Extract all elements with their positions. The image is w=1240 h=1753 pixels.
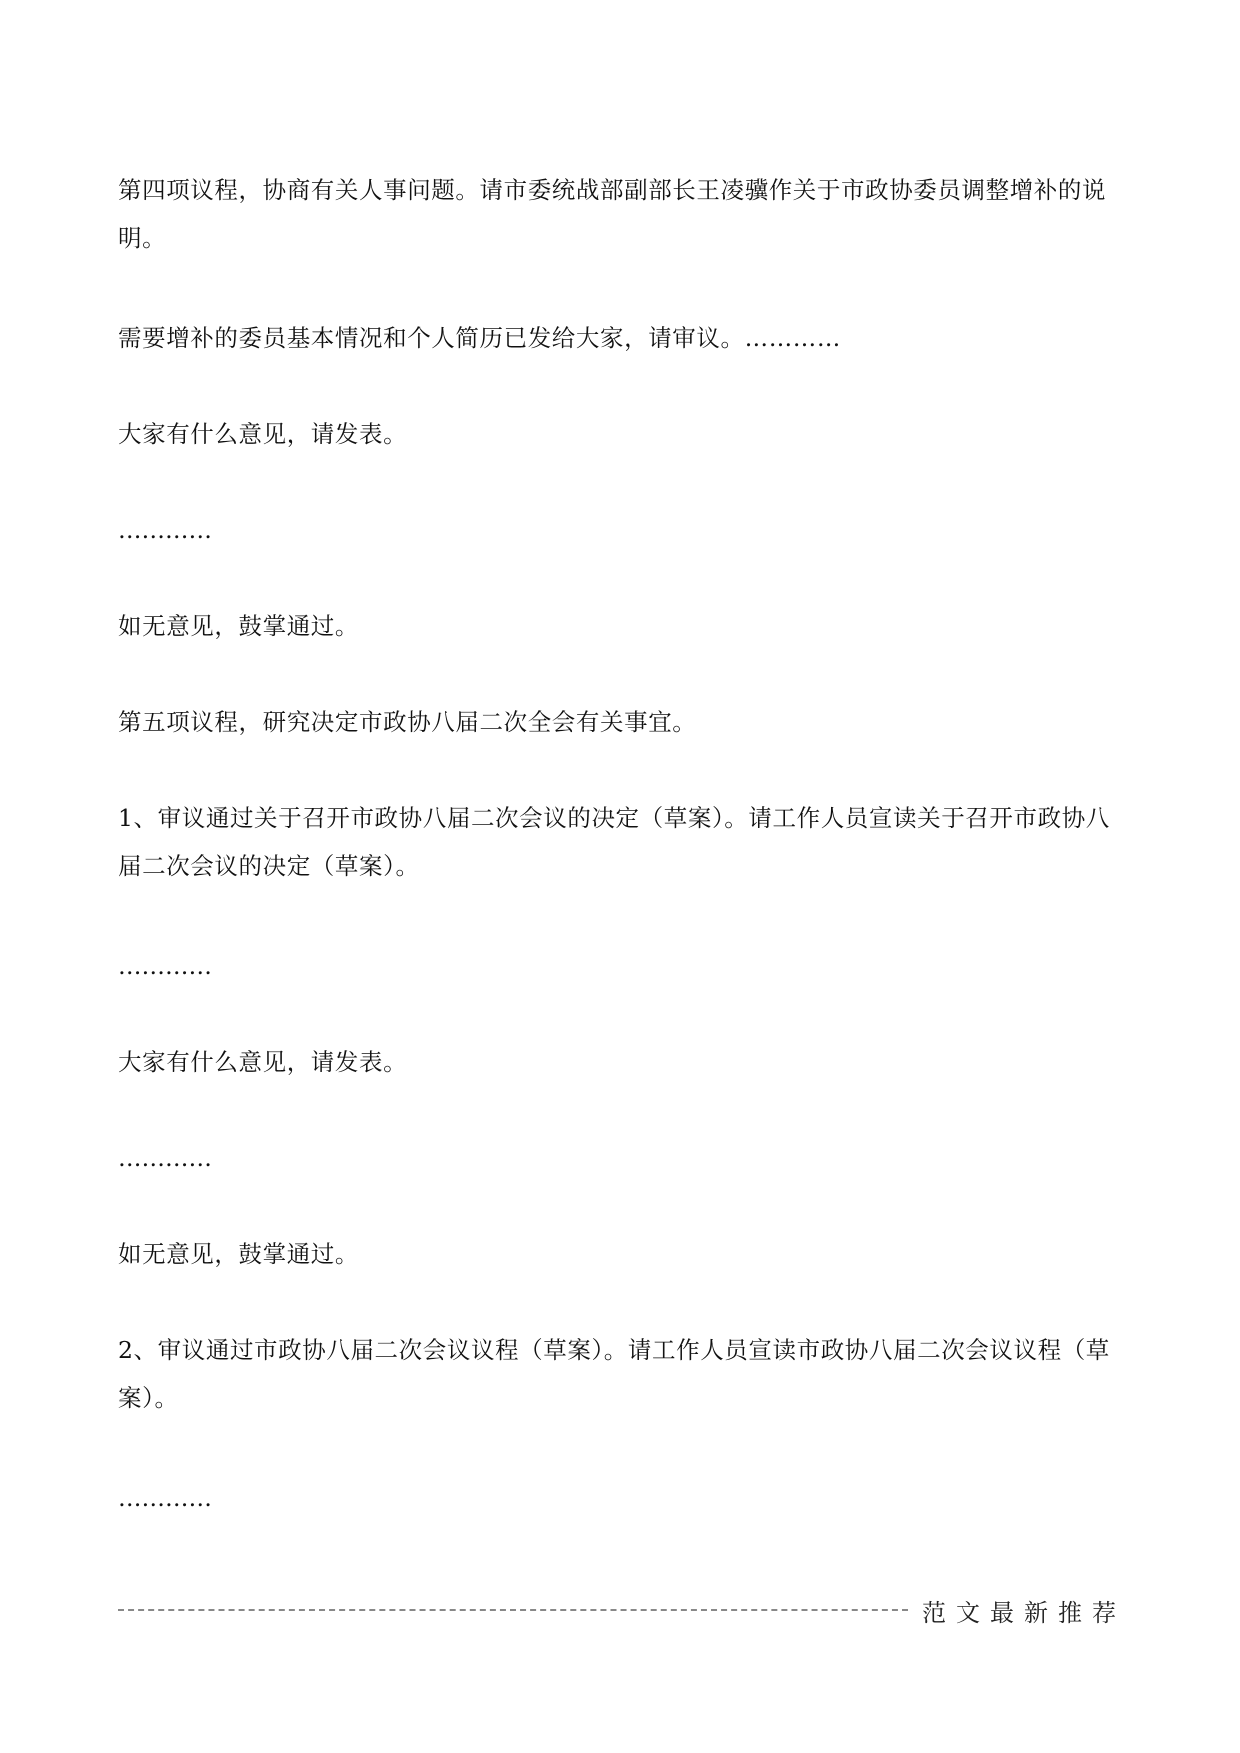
ellipsis-separator: ………… bbox=[118, 952, 212, 980]
paragraph-decision-draft: 1、审议通过关于召开市政协八届二次会议的决定（草案）。请工作人员宣读关于召开市政协八届二次会议的决定（草案）。 bbox=[118, 804, 1110, 880]
paragraph-approve-by-applause: 如无意见，鼓掌通过。 bbox=[118, 1240, 359, 1268]
paragraph-agenda-item-4: 第四项议程，协商有关人事问题。请市委统战部副部长王凌骥作关于市政协委员调整增补的说明。 bbox=[118, 176, 1107, 252]
ellipsis-separator: ………… bbox=[118, 1144, 212, 1172]
paragraph-agenda-item-5: 第五项议程，研究决定市政协八届二次全会有关事宜。 bbox=[118, 708, 697, 736]
footer-label: 范文最新推荐 bbox=[922, 1598, 1126, 1627]
paragraph-invite-opinions: 大家有什么意见，请发表。 bbox=[118, 420, 408, 448]
ellipsis-separator: ………… bbox=[118, 516, 212, 544]
page-footer bbox=[118, 1590, 1126, 1630]
footer-dashed-rule bbox=[118, 1609, 908, 1611]
paragraph-invite-opinions: 大家有什么意见，请发表。 bbox=[118, 1048, 408, 1076]
paragraph-approve-by-applause: 如无意见，鼓掌通过。 bbox=[118, 612, 359, 640]
paragraph-agenda-draft: 2、审议通过市政协八届二次会议议程（草案）。请工作人员宣读市政协八届二次会议议程（草案）。 bbox=[118, 1336, 1110, 1412]
paragraph-review-members: 需要增补的委员基本情况和个人简历已发给大家，请审议。………… bbox=[118, 324, 841, 352]
ellipsis-separator: ………… bbox=[118, 1484, 212, 1512]
document-page bbox=[118, 0, 1126, 1753]
